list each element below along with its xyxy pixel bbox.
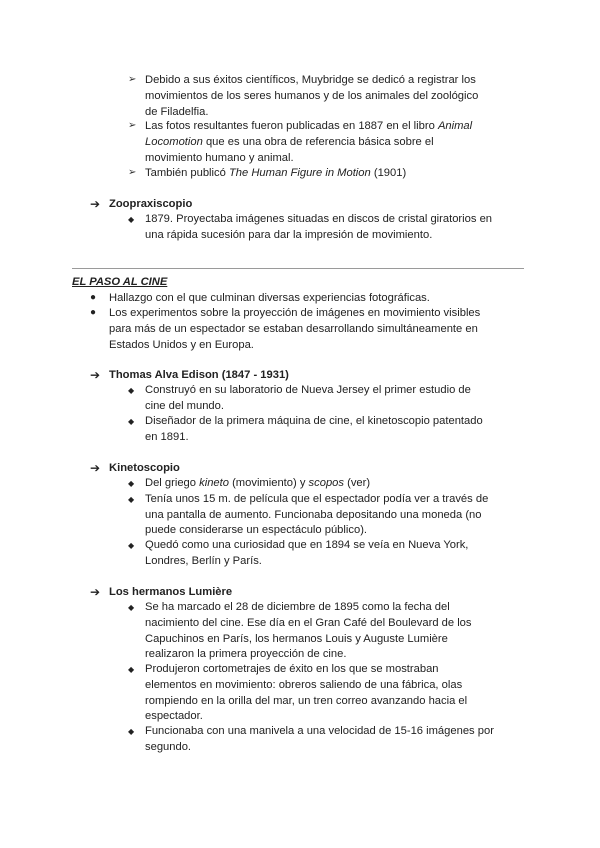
lumiere-heading: Los hermanos Lumière xyxy=(109,586,233,598)
list-item-line: movimientos de los seres humanos y de los animales del zoológico xyxy=(145,90,479,102)
diamond-bullet-icon: ◆ xyxy=(128,479,135,488)
round-bullet-icon: ● xyxy=(90,307,97,318)
list-item-line: cine del mundo. xyxy=(145,400,224,412)
diamond-bullet-icon: ◆ xyxy=(128,215,135,224)
list-item-line: movimiento humano y animal. xyxy=(145,152,294,164)
list-item-line: Tenía unos 15 m. de película que el espectador podía ver a través de xyxy=(145,493,489,505)
list-item-line: Debido a sus éxitos científicos, Muybridge se dedicó a registrar los xyxy=(145,74,476,86)
list-item-line: rompiendo en la orilla del mar, un tren correo avanzando hacia el xyxy=(145,695,468,707)
list-item-line: Quedó como una curiosidad que en 1894 se veía en Nueva York, xyxy=(145,539,469,551)
list-item-line: nacimiento del cine. Ese día en el Gran Café del Boulevard de los xyxy=(145,617,472,629)
list-item-line: Se ha marcado el 28 de diciembre de 1895 como la fecha del xyxy=(145,601,450,613)
list-item-line: Hallazgo con el que culminan diversas experiencias fotográficas. xyxy=(109,292,430,304)
right-arrow-icon: ➔ xyxy=(90,368,101,382)
list-item-line: Del griego kineto (movimiento) y scopos (ver) xyxy=(145,477,371,489)
list-item-line: Capuchinos en París, los hermanos Louis y Auguste Lumière xyxy=(145,633,448,645)
horizontal-divider xyxy=(72,268,524,269)
list-item-line: puede considerarse un espectáculo público). xyxy=(145,524,368,536)
list-item-line: segundo. xyxy=(145,741,192,753)
list-item-line: Locomotion que es una obra de referencia básica sobre el xyxy=(145,136,434,148)
list-item-line: una rápida sucesión para dar la impresión de movimiento. xyxy=(145,229,433,241)
diamond-bullet-icon: ◆ xyxy=(128,417,135,426)
arrowhead-bullet-icon: ➢ xyxy=(128,74,137,85)
right-arrow-icon: ➔ xyxy=(90,585,101,599)
list-item-line: espectador. xyxy=(145,710,203,722)
right-arrow-icon: ➔ xyxy=(90,461,101,475)
kinetoscopio-heading: Kinetoscopio xyxy=(109,462,180,474)
list-item-line: También publicó The Human Figure in Motion (1901) xyxy=(145,167,407,179)
list-item-line: Funcionaba con una manivela a una velocidad de 15-16 imágenes por xyxy=(145,725,494,737)
round-bullet-icon: ● xyxy=(90,292,97,303)
list-item-line: una pantalla de aumento. Funcionaba depositando una moneda (no xyxy=(145,509,482,521)
list-item-line: Estados Unidos y en Europa. xyxy=(109,339,254,351)
list-item-line: Los experimentos sobre la proyección de imágenes en movimiento visibles xyxy=(109,307,481,319)
diamond-bullet-icon: ◆ xyxy=(128,727,135,736)
list-item-line: para más de un espectador se estaban desarrollando simultáneamente en xyxy=(109,323,478,335)
list-item-line: realizaron la primera proyección de cine. xyxy=(145,648,347,660)
edison-heading: Thomas Alva Edison (1847 - 1931) xyxy=(109,369,289,381)
diamond-bullet-icon: ◆ xyxy=(128,541,135,550)
diamond-bullet-icon: ◆ xyxy=(128,386,135,395)
list-item-line: Londres, Berlín y París. xyxy=(145,555,262,567)
list-item-line: de Filadelfia. xyxy=(145,106,209,118)
list-item-line: 1879. Proyectaba imágenes situadas en discos de cristal giratorios en xyxy=(145,213,493,225)
section-title: EL PASO AL CINE xyxy=(72,276,168,288)
list-item-line: Las fotos resultantes fueron publicadas en 1887 en el libro Animal xyxy=(145,120,473,132)
right-arrow-icon: ➔ xyxy=(90,197,101,211)
list-item-line: Diseñador de la primera máquina de cine, el kinetoscopio patentado xyxy=(145,415,483,427)
list-item-line: elementos en movimiento: obreros saliendo de una fábrica, olas xyxy=(145,679,463,691)
arrowhead-bullet-icon: ➢ xyxy=(128,167,137,178)
diamond-bullet-icon: ◆ xyxy=(128,665,135,674)
list-item-line: Construyó en su laboratorio de Nueva Jersey el primer estudio de xyxy=(145,384,471,396)
zoopraxiscopio-heading: Zoopraxiscopio xyxy=(109,198,193,210)
arrowhead-bullet-icon: ➢ xyxy=(128,120,137,131)
list-item-line: Produjeron cortometrajes de éxito en los que se mostraban xyxy=(145,663,439,675)
diamond-bullet-icon: ◆ xyxy=(128,495,135,504)
diamond-bullet-icon: ◆ xyxy=(128,603,135,612)
list-item-line: en 1891. xyxy=(145,431,189,443)
